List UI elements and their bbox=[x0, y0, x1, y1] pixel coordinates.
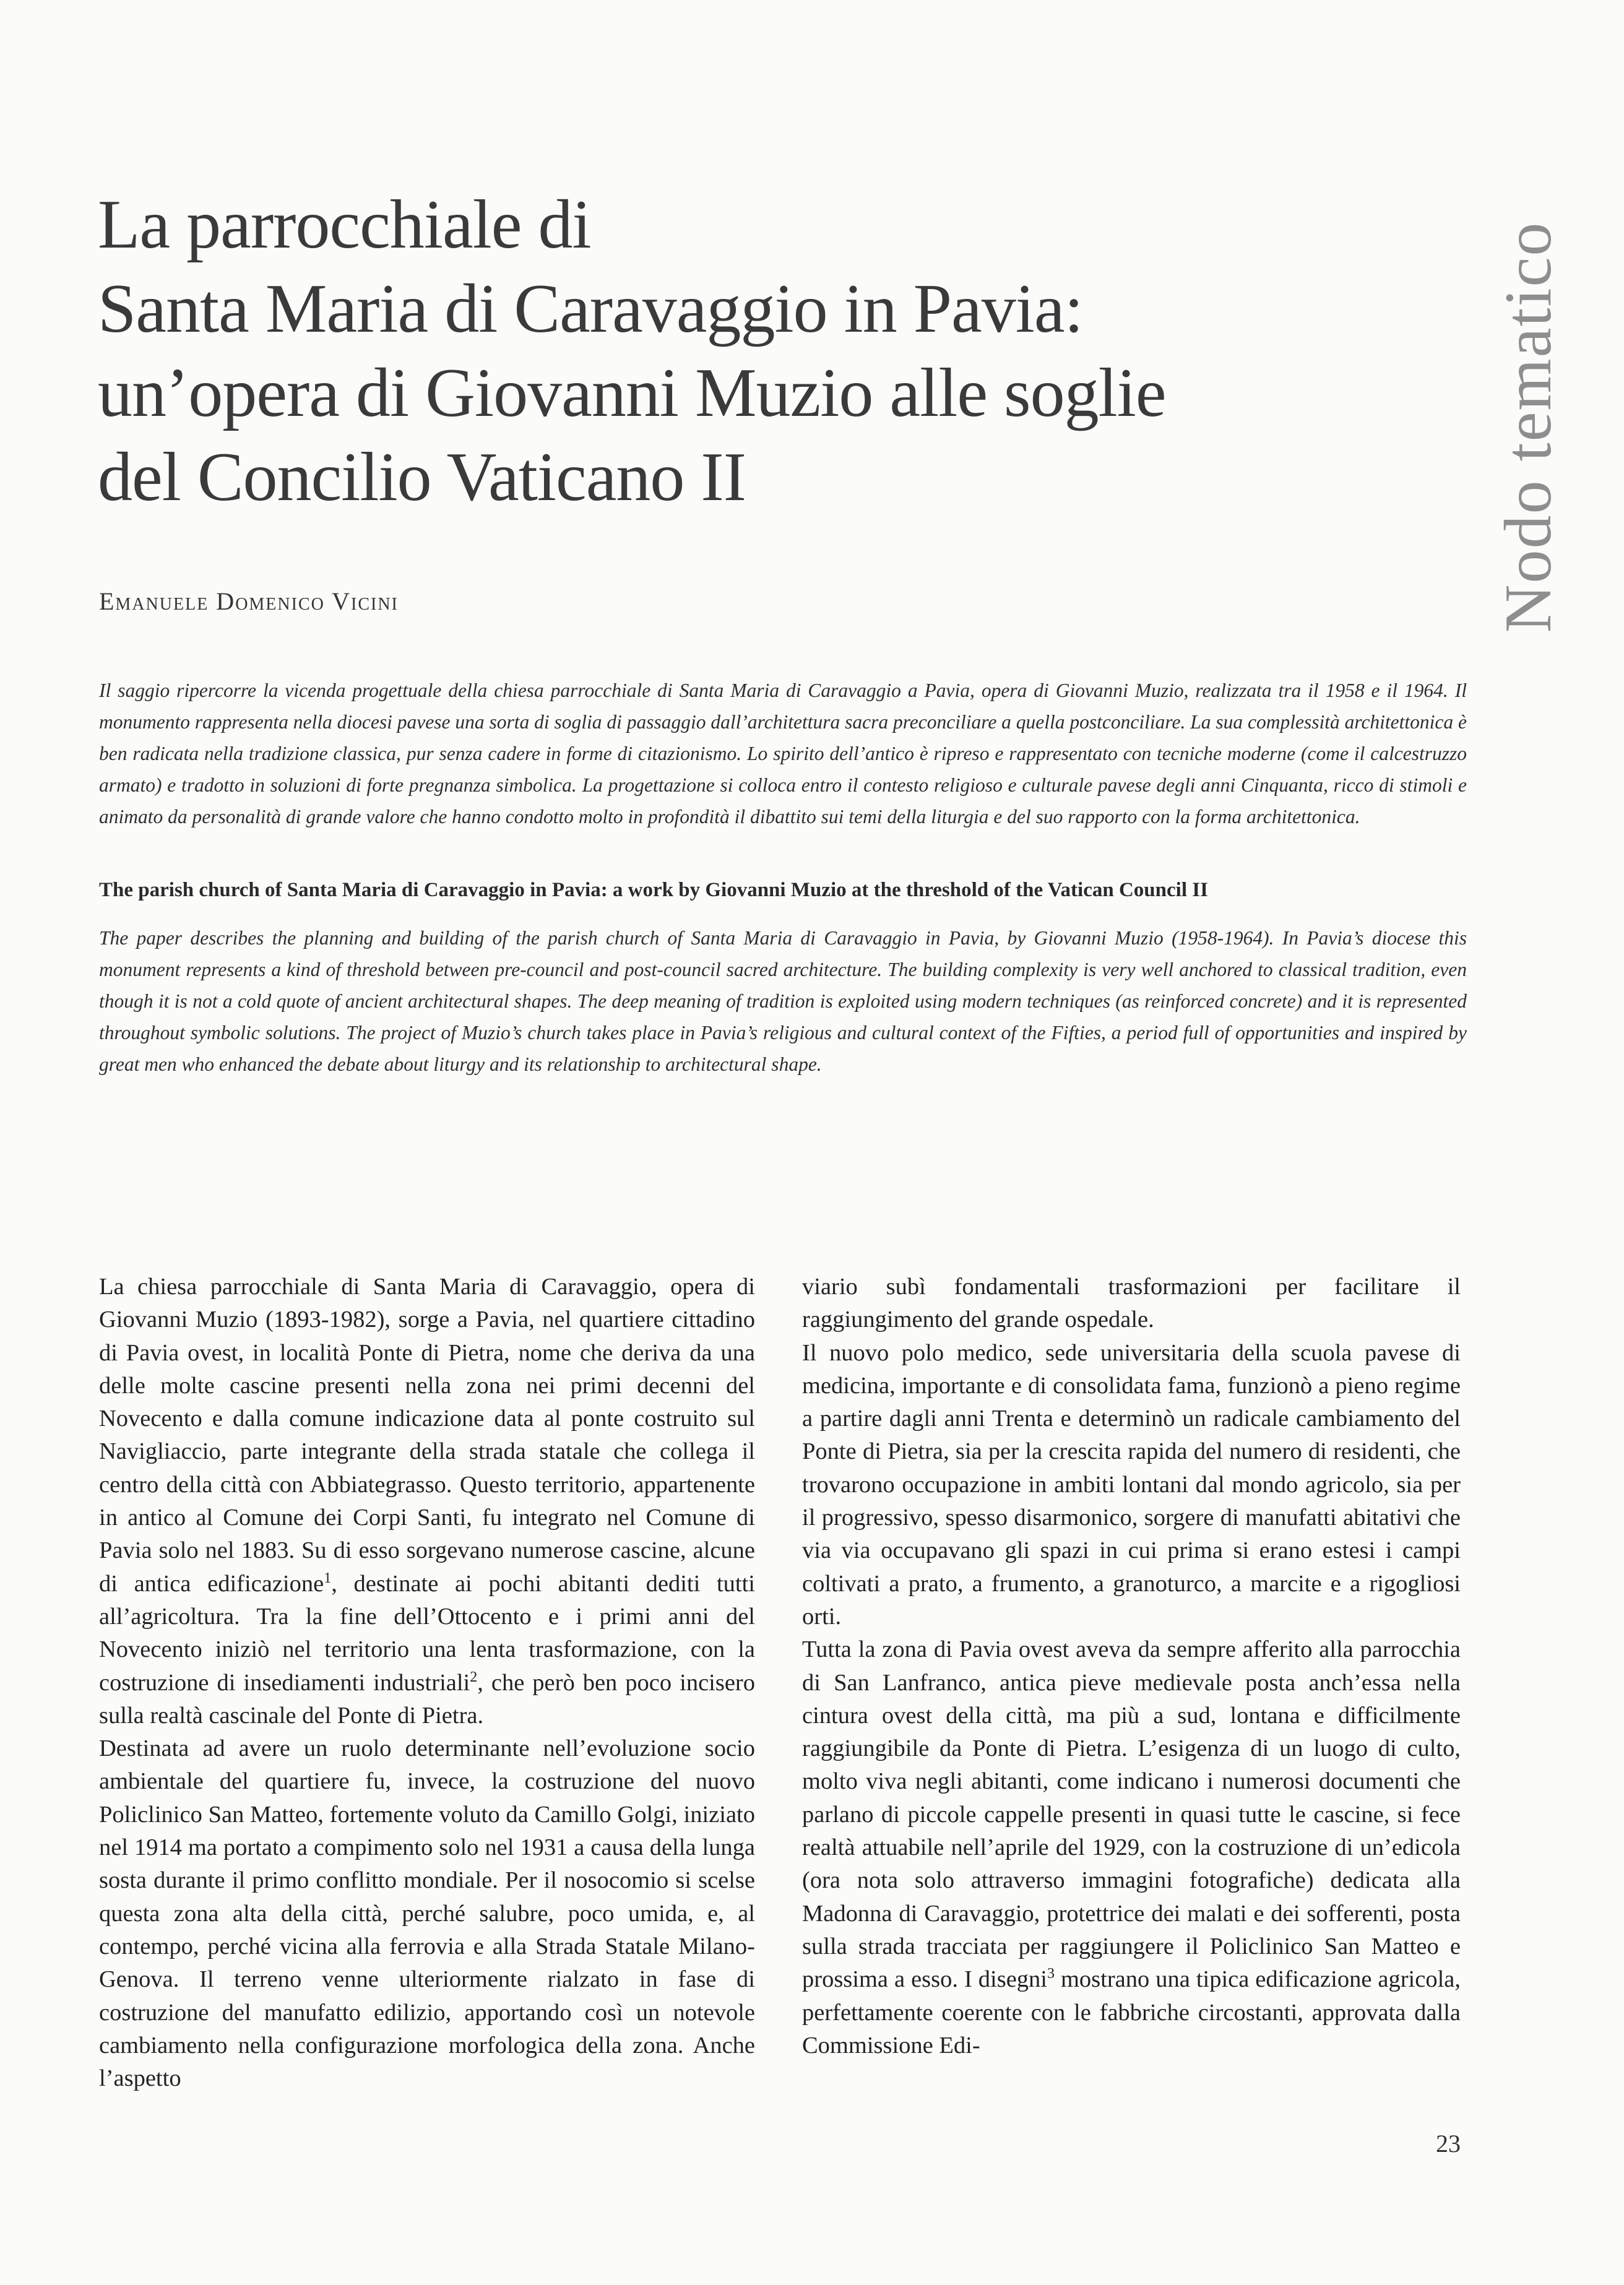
title-line: Santa Maria di Caravaggio in Pavia: bbox=[98, 270, 1083, 347]
body-text: La chiesa parrocchiale di Santa Maria di Caravaggio, opera di Giovanni Muzio (1893-1982), sorge a Pavia, nel quartiere cittadino di Pavia ovest, in località Ponte di Pietra, nome che deriva da una delle molte cascine presenti nella zona nei primi decenni del Novecento e dalla comune indicazione data al ponte costruito sul Navigliaccio, parte integrante della strada statale che collega il centro della città con Abbiategrasso. Questo territorio, appartenente in antico al Comune dei Corpi Santi, fu integrato nel Comune di Pavia solo nel 1883. Su di esso sorgevano numerose cascine, alcune di antica edificazione bbox=[99, 1274, 755, 1597]
body-paragraph bbox=[802, 1633, 1461, 2062]
abstract-english: The paper describes the planning and building of the parish church of Santa Maria di Caravaggio in Pavia, by Giovanni Muzio (1958-1964). In Pavia’s diocese this monument represents a kind of threshold between pre-council and post-council sacred architecture. The building complexity is very well anchored to classical tradition, even though it is not a cold quote of ancient architectural shapes. The deep meaning of tradition is exploited using modern techniques (as reinforced concrete) and it is represented throughout symbolic solutions. The project of Muzio’s church takes place in Pavia’s religious and cultural context of the Fifties, a period full of opportunities and inspired by great men who enhanced the debate about liturgy and its relationship to architectural shape. bbox=[99, 927, 1467, 1075]
body-paragraph: Il nuovo polo medico, sede universitaria della scuola pavese di medicina, importante e di consolidata fama, funzionò a pieno regime a partire dagli anni Trenta e determinò un radicale cambiamento del Ponte di Pietra, sia per la crescita rapida del numero di residenti, che trovarono occupazione in ambiti lontani dal mondo agricolo, sia per il progressivo, spesso disarmonico, sorgere di manufatti abitativi che via via occupavano gli spazi in cui prima si erano estesi i campi coltivati a prato, a frumento, a granoturco, a marcite e a rigogliosi orti. bbox=[802, 1339, 1461, 1630]
author-name: Emanuele Domenico Vicini bbox=[99, 587, 399, 615]
section-side-label bbox=[1479, 204, 1578, 650]
title-line: La parrocchiale di bbox=[98, 186, 591, 263]
body-text: , che però ben poco incisero sulla realtà cascinale del Ponte di Pietra. bbox=[99, 1669, 755, 1729]
footnote-ref[interactable]: 1 bbox=[324, 1570, 332, 1586]
title-line: un’opera di Giovanni Muzio alle soglie bbox=[98, 355, 1166, 431]
abstract-italian: Il saggio ripercorre la vicenda progettuale della chiesa parrocchiale di Santa Maria di Caravaggio a Pavia, opera di Giovanni Muzio, realizzata tra il 1958 e il 1964. Il monumento rappresenta nella diocesi pavese una sorta di soglia di passaggio dall’architettura sacra preconciliare a quella postconciliare. La sua complessità architettonica è ben radicata nella tradizione classica, pur senza cadere in forme di citazionismo. Lo spirito dell’antico è ripreso e rappresentato con tecniche moderne (come il calcestruzzo armato) e tradotto in soluzioni di forte pregnanza simbolica. La progettazione si colloca entro il contesto religioso e culturale pavese degli anni Cinquanta, ricco di stimoli e animato da personalità di grande valore che hanno condotto molto in profondità il dibattito sui temi della liturgia e del suo rapporto con la forma architettonica. bbox=[99, 680, 1467, 827]
body-column-right bbox=[802, 1271, 1461, 2062]
title-line: del Concilio Vaticano II bbox=[98, 439, 746, 516]
body-paragraph: Destinata ad avere un ruolo determinante nell’evoluzione socio ambientale del quartiere fu, invece, la costruzione del nuovo Policlinico San Matteo, fortemente voluto da Camillo Golgi, iniziato nel 1914 ma portato a compimento solo nel 1931 a causa della lunga sosta durante il primo conflitto mondiale. Per il nosocomio si scelse questa zona alta della città, perché salubre, poco umida, e, al contempo, perché vicina alla ferrovia e alla Strada Statale Milano-Genova. Il terreno venne ulteriormente rialzato in fase di costruzione del manufatto edilizio, apportando così un notevole cambiamento nella configurazione morfologica della zona. Anche l’aspetto bbox=[99, 1735, 755, 2092]
footnote-ref[interactable]: 2 bbox=[470, 1669, 478, 1685]
article-title bbox=[98, 183, 1397, 519]
body-text: , destinate ai pochi abitanti dediti tutti all’agricoltura. Tra la fine dell’Ottocento e i primi anni del Novecento iniziò nel territorio una lenta trasformazione, con la costruzione di insediamenti industriali bbox=[99, 1570, 755, 1696]
body-column-left bbox=[99, 1271, 755, 2095]
body-text: Tutta la zona di Pavia ovest aveva da sempre afferito alla parrocchia di San Lanfranco, antica pieve medievale posta anch’essa nella cintura ovest della città, ma più a sud, lontana e difficilmente raggiungibile da Ponte di Pietra. L’esigenza di un luogo di culto, molto viva negli abitanti, come indicano i numerosi documenti che parlano di piccole cappelle presenti in quasi tutte le cascine, si fece realtà attuabile nell’aprile del 1929, con la costruzione di un’edicola (ora nota solo attraverso immagini fotografiche) dedicata alla Madonna di Caravaggio, protettrice dei malati e dei sofferenti, posta sulla strada tracciata per raggiungere il Policlinico San Matteo e prossima a esso. I disegni bbox=[802, 1636, 1461, 1993]
page-number: 23 bbox=[1436, 2130, 1461, 2158]
body-paragraph: viario subì fondamentali trasformazioni per facilitare il raggiungimento del grande ospedale. bbox=[802, 1274, 1461, 1333]
body-text: mostrano una tipica edificazione agricola, perfettamente coerente con le fabbriche circostanti, approvata dalla Commissione Edi- bbox=[802, 1966, 1461, 2058]
english-title: The parish church of Santa Maria di Caravaggio in Pavia: a work by Giovanni Muzio at the threshold of the Vatican Council II bbox=[99, 879, 1208, 901]
footnote-ref[interactable]: 3 bbox=[1047, 1966, 1055, 1982]
body-paragraph bbox=[99, 1271, 755, 1732]
section-side-label-text: Nodo tematico bbox=[1492, 221, 1565, 633]
